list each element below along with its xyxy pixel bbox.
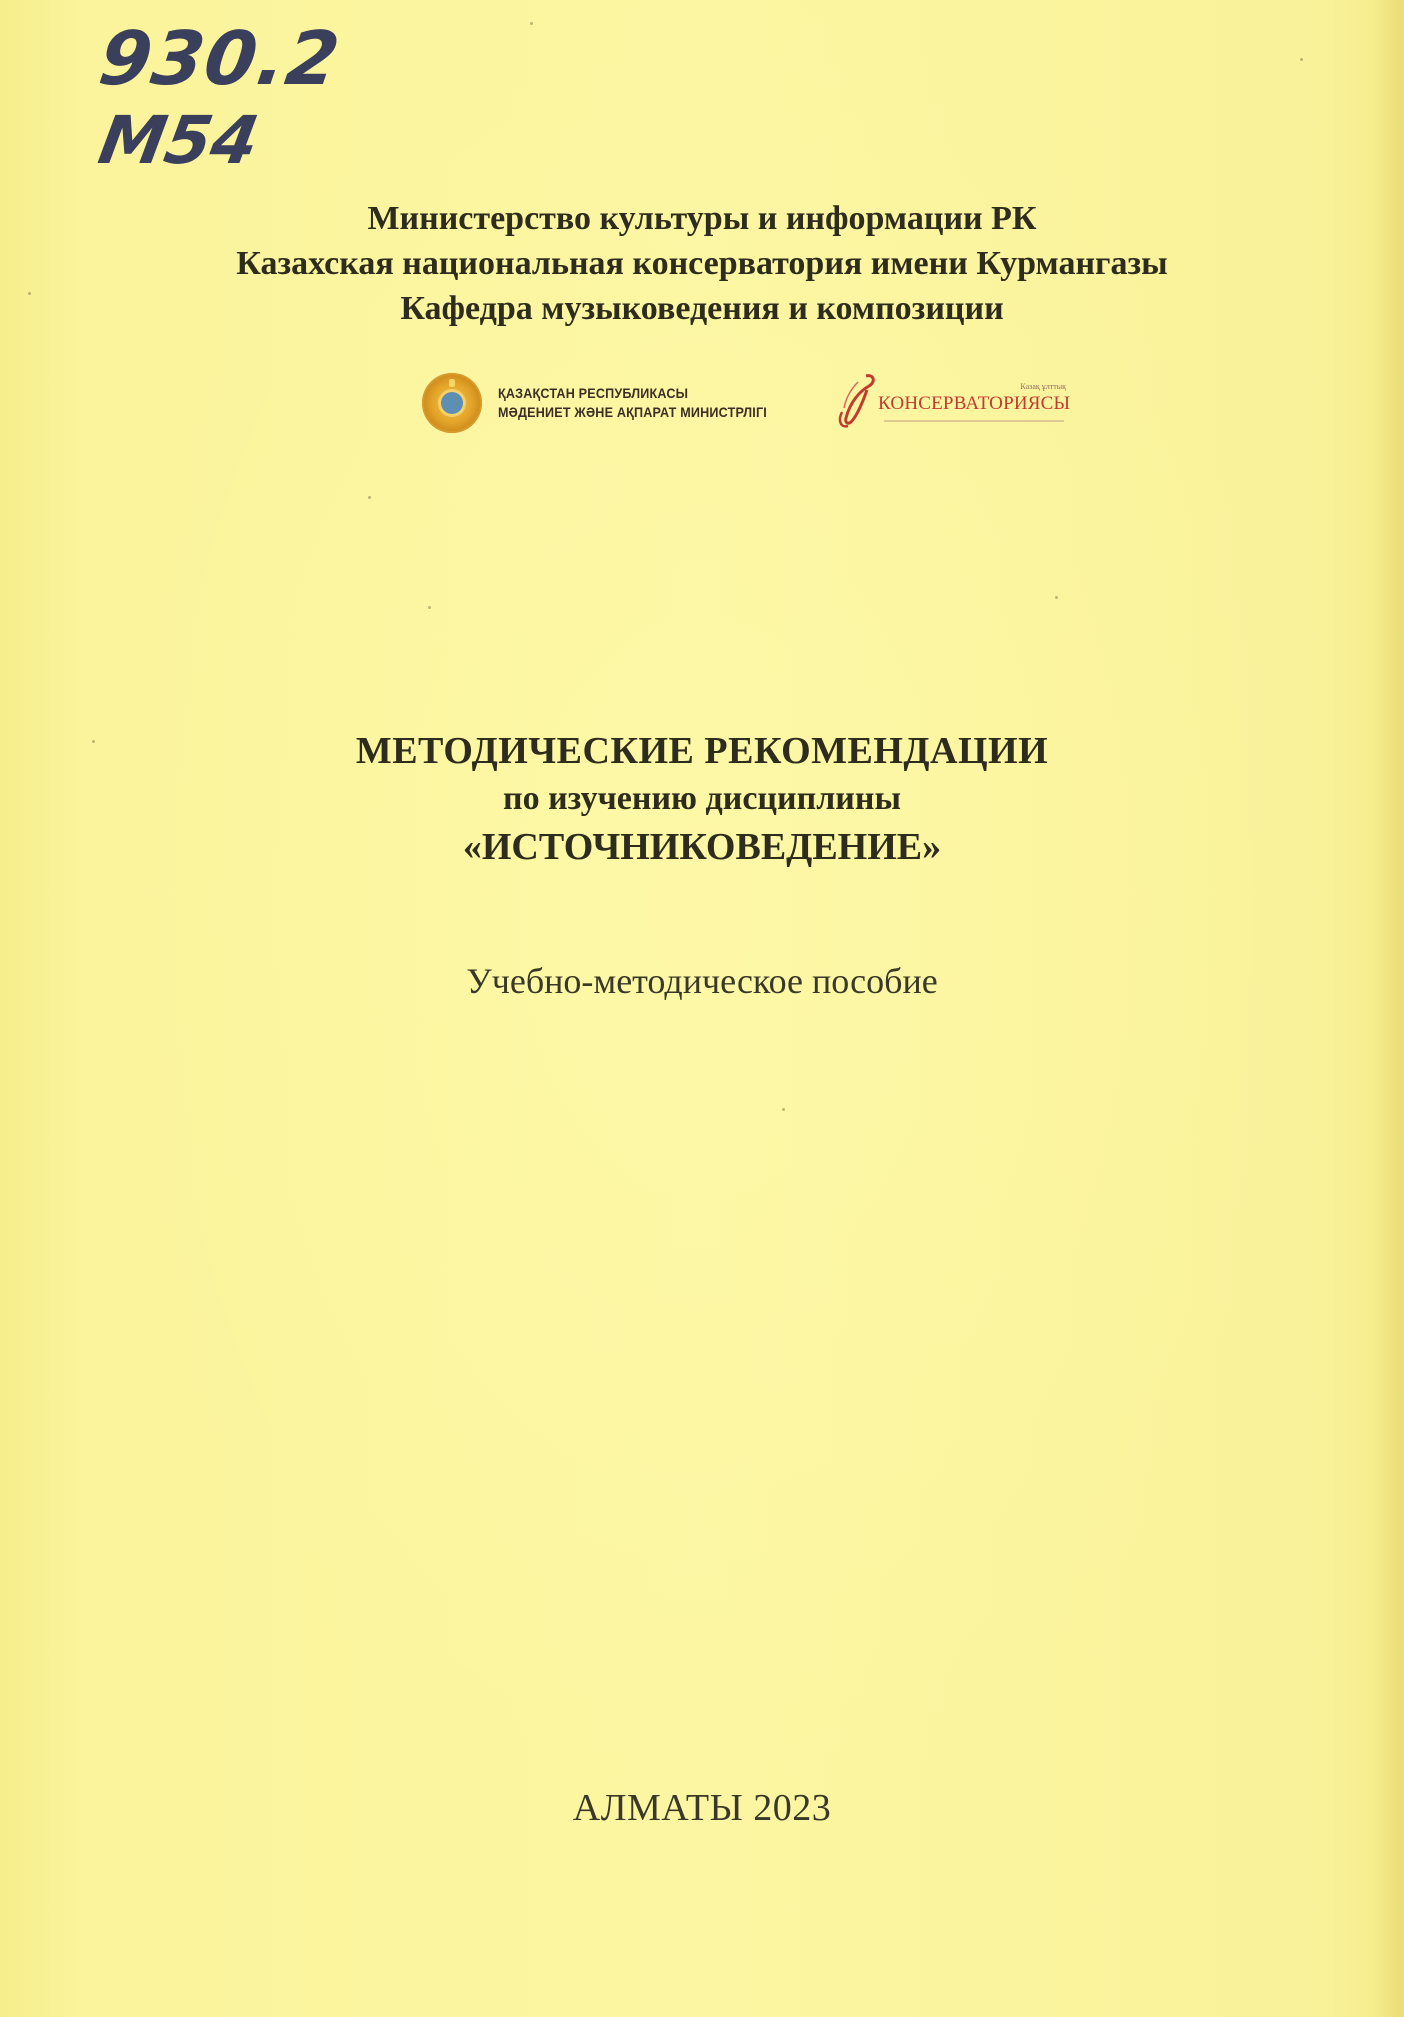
library-shelfmark [93,16,346,179]
conservatory-logo-top-text: Казақ ұлттық [1020,382,1066,391]
paper-speck [368,496,371,499]
ministry-logo [422,372,797,434]
conservatory-logo-main-text: КОНСЕРВАТОРИЯСЫ [878,393,1071,414]
document-subtitle: по изучению дисциплины [502,780,901,817]
place-and-year: АЛМАТЫ 2023 [572,1787,832,1829]
conservatory-quill-icon [836,372,878,430]
department-name: Кафедра музыковедения и композиции [400,290,1004,327]
conservatory-logo-underline [884,420,1064,422]
conservatory-logo [836,368,1072,438]
ministry-logo-line2: МӘДЕНИЕТ ЖӘНЕ АҚПАРАТ МИНИСТРЛІГІ [498,404,767,420]
conservatory-name: Казахская национальная консерватория имени Курмангазы [236,245,1168,282]
shelfmark-classification: 930.2 [93,16,346,102]
state-emblem-icon [422,373,482,433]
logos-row [0,368,1404,438]
paper-speck [782,1108,785,1111]
paper-speck [1300,58,1303,61]
document-type: Учебно-методическое пособие [466,961,938,1001]
ministry-logo-line1: ҚАЗАҚСТАН РЕСПУБЛИКАСЫ [498,385,689,401]
document-title: МЕТОДИЧЕСКИЕ РЕКОМЕНДАЦИИ [355,730,1049,772]
paper-speck [428,606,431,609]
paper-speck [530,22,533,25]
paper-speck [1055,596,1058,599]
ministry-name: Министерство культуры и информации РК [367,200,1037,237]
title-block [0,726,1404,872]
ministry-logo-text [498,384,767,422]
discipline-name: «ИСТОЧНИКОВЕДЕНИЕ» [462,826,942,868]
institution-header [0,196,1404,331]
shelfmark-author-code: М54 [93,102,265,179]
